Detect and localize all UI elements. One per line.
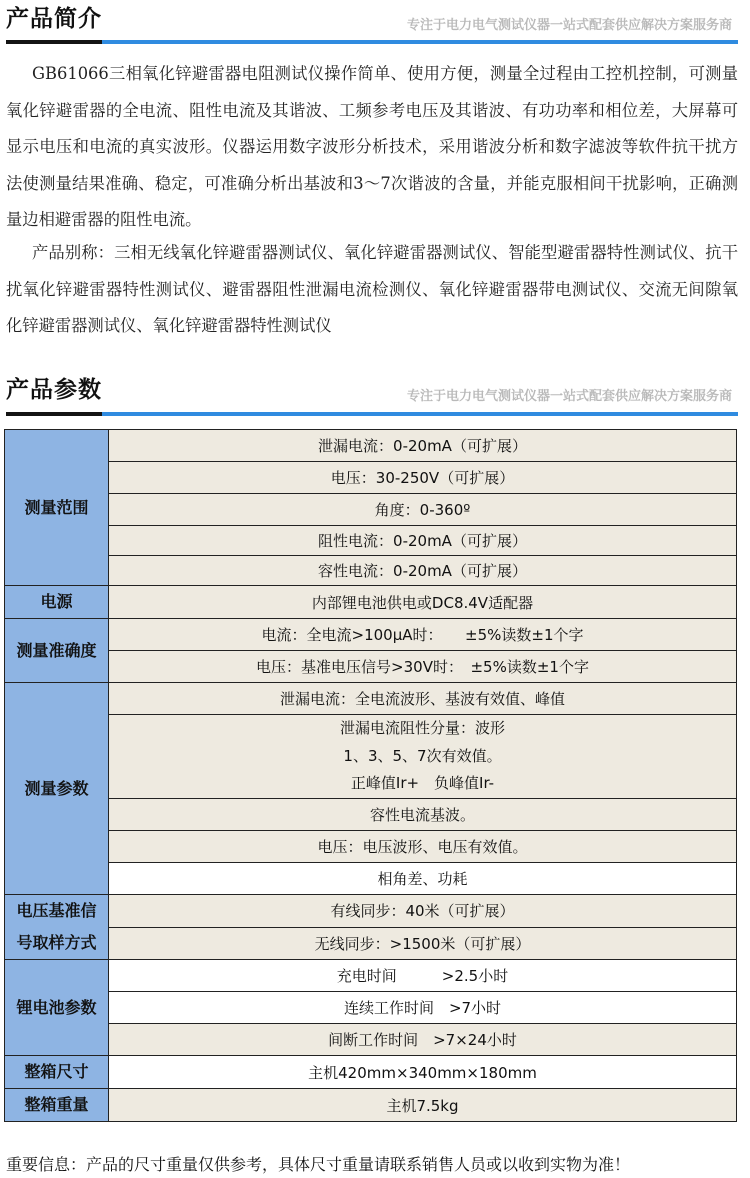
params-title: 产品参数: [6, 377, 102, 403]
intro-title: 产品简介: [6, 6, 102, 32]
battery-intermittent: 间断工作时间 >7×24小时: [109, 1024, 737, 1056]
intro-rule-blue: [102, 40, 738, 44]
range-label: 测量范围: [5, 430, 109, 586]
accuracy-current: 电流：全电流>100μA时： ±5%读数±1个字: [109, 619, 737, 651]
range-leak: 泄漏电流：0-20mA（可扩展）: [109, 430, 737, 462]
range-voltage: 电压：30-250V（可扩展）: [109, 462, 737, 494]
range-angle: 角度：0-360º: [109, 494, 737, 526]
measure-resistive-line-1: 泄漏电流阻性分量：波形: [339, 719, 505, 738]
accuracy-voltage: 电压：基准电压信号>30V时： ±5%读数±1个字: [109, 651, 737, 683]
measure-resistive-line-2: 1、3、5、7次有效值。: [343, 746, 502, 765]
params-rule-dark: [6, 412, 102, 416]
params-rule-blue: [102, 412, 738, 416]
range-resistive: 阻性电流：0-20mA（可扩展）: [109, 526, 737, 556]
accuracy-label: 测量准确度: [5, 619, 109, 683]
measure-resistive-line-3: 正峰值Ir+ 负峰值Ir-: [350, 774, 495, 793]
power-label: 电源: [5, 586, 109, 619]
power-value: 内部锂电池供电或DC8.4V适配器: [109, 586, 737, 619]
params-header: [0, 371, 750, 415]
measure-resistive: [109, 715, 737, 799]
important-note: 重要信息：产品的尺寸重量仅供参考，具体尺寸重量请联系销售人员或以收到实物为准！: [6, 1155, 631, 1174]
ref-wired: 有线同步：40米（可扩展）: [109, 895, 737, 928]
weight-label: 整箱重量: [5, 1089, 109, 1122]
ref-label-line-2: 号取样方式: [16, 933, 97, 952]
measure-capacitive: 容性电流基波。: [109, 799, 737, 831]
measure-phase: 相角差、功耗: [109, 863, 737, 895]
ref-label-line-1: 电压基准信: [16, 901, 97, 920]
measure-voltage: 电压：电压波形、电压有效值。: [109, 831, 737, 863]
intro-header: [0, 0, 750, 44]
measure-label: 测量参数: [5, 683, 109, 895]
battery-charge: 充电时间 >2.5小时: [109, 960, 737, 992]
params-slogan: 专注于电力电气测试仪器一站式配套供应解决方案服务商: [406, 389, 732, 404]
ref-wireless: 无线同步：>1500米（可扩展）: [109, 927, 737, 960]
ref-label: [5, 895, 109, 960]
weight-value: 主机7.5kg: [109, 1089, 737, 1122]
battery-label: 锂电池参数: [5, 960, 109, 1056]
battery-continuous: 连续工作时间 >7小时: [109, 992, 737, 1024]
spec-table: [4, 429, 737, 1122]
intro-rule-dark: [6, 40, 102, 44]
size-value: 主机420mm×340mm×180mm: [109, 1056, 737, 1089]
intro-paragraph-2: 产品别称：三相无线氧化锌避雷器测试仪、氧化锌避雷器测试仪、智能型避雷器特性测试仪、抗干扰氧化锌避雷器特性测试仪、避雷器阻性泄漏电流检测仪、氧化锌避雷器带电测试仪、交流无间隙氧化锌避雷器测试仪、氧化锌避雷器特性测试仪: [6, 243, 738, 335]
size-label: 整箱尺寸: [5, 1056, 109, 1089]
measure-leak: 泄漏电流：全电流波形、基波有效值、峰值: [109, 683, 737, 715]
intro-paragraph-1: GB61066三相氧化锌避雷器电阻测试仪操作简单、使用方便，测量全过程由工控机控制，可测量氧化锌避雷器的全电流、阻性电流及其谐波、工频参考电压及其谐波、有功功率和相位差，大屏幕可显示电压和电流的真实波形。仪器运用数字波形分析技术，采用谐波分析和数字滤波等软件抗干扰方法使测量结果准确、稳定，可准确分析出基波和3～7次谐波的含量，并能克服相间干扰影响，正确测量边相避雷器的阻性电流。: [6, 64, 738, 229]
range-capacitive: 容性电流：0-20mA（可扩展）: [109, 556, 737, 586]
intro-slogan: 专注于电力电气测试仪器一站式配套供应解决方案服务商: [406, 18, 732, 33]
